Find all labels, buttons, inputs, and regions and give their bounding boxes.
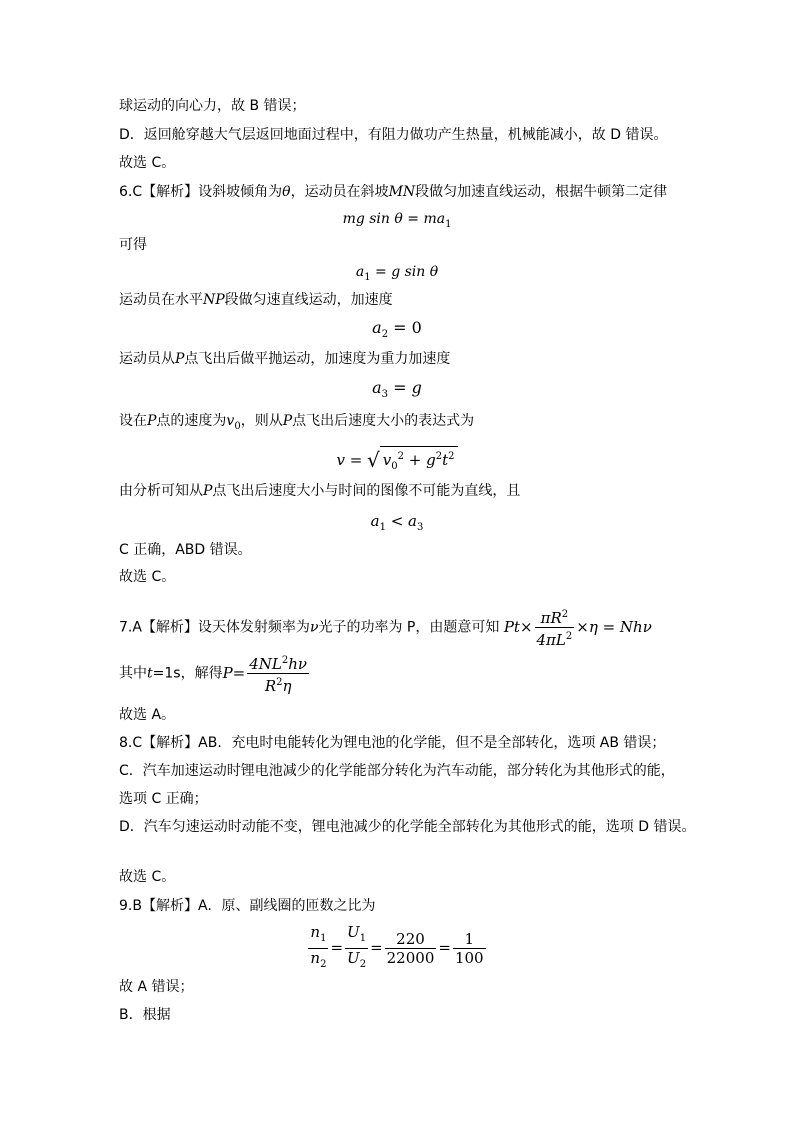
equation-text: a bbox=[372, 378, 382, 397]
subscript: 1 bbox=[445, 218, 452, 230]
math-symbol: θ bbox=[282, 184, 291, 200]
math-symbol: t bbox=[147, 665, 153, 682]
text-line bbox=[119, 153, 175, 173]
subscript: 3 bbox=[381, 389, 389, 401]
denominator: 22000 bbox=[386, 949, 435, 967]
equation-text: 4NL bbox=[249, 655, 282, 673]
numerator: 1 bbox=[453, 930, 486, 949]
text: 故选 C。 bbox=[119, 569, 176, 585]
text: 由分析可知从 bbox=[119, 483, 203, 499]
question-8-line bbox=[119, 733, 665, 753]
sqrt-icon: √ bbox=[367, 448, 380, 472]
equation-text: πR bbox=[540, 609, 562, 627]
math-symbol: v bbox=[226, 413, 235, 429]
text: 点飞出后速度大小与时间的图像不可能为直线，且 bbox=[212, 483, 521, 499]
numerator bbox=[247, 652, 309, 674]
math-symbol: ν bbox=[309, 619, 319, 636]
equation-text: 4πL bbox=[536, 631, 566, 649]
equation-text: U bbox=[347, 923, 360, 941]
fraction bbox=[247, 652, 309, 695]
denominator: 100 bbox=[454, 949, 484, 967]
equation bbox=[0, 209, 794, 235]
question-7-line bbox=[119, 606, 652, 649]
equation bbox=[0, 262, 794, 288]
denominator bbox=[345, 949, 368, 974]
text: 故选 C。 bbox=[119, 869, 176, 885]
subscript: 1 bbox=[320, 933, 327, 944]
equation-text: = bbox=[330, 938, 344, 957]
text: ，运动员在斜坡 bbox=[290, 184, 389, 200]
text: 运动员从 bbox=[119, 351, 175, 367]
equation-text: R bbox=[264, 677, 277, 695]
equation-text: = g bbox=[388, 378, 422, 397]
text-line bbox=[119, 652, 311, 695]
text: 段做匀加速直线运动，根据牛顿第二定律 bbox=[415, 184, 668, 200]
superscript: 2 bbox=[276, 677, 283, 688]
equation-text: P= bbox=[222, 663, 246, 682]
fraction bbox=[308, 923, 328, 974]
numerator bbox=[308, 923, 328, 949]
text-line bbox=[119, 540, 252, 560]
equation-text: = 0 bbox=[388, 318, 422, 337]
text-line bbox=[119, 411, 474, 437]
subscript: 1 bbox=[379, 522, 386, 533]
text: 7.A【解析】设天体发射频率为 bbox=[119, 619, 310, 636]
text: =1s，解得 bbox=[152, 665, 223, 682]
text-line bbox=[119, 761, 675, 781]
subscript: 2 bbox=[381, 329, 389, 341]
text: 其中 bbox=[119, 665, 147, 682]
equation-text: mg sin θ = ma bbox=[342, 211, 446, 227]
text-line bbox=[119, 235, 147, 255]
text: ，则从 bbox=[240, 413, 283, 429]
text-line bbox=[119, 125, 667, 145]
fraction bbox=[453, 930, 486, 967]
text-line bbox=[119, 567, 175, 587]
equation-text: < a bbox=[385, 512, 417, 530]
math-symbol: P bbox=[147, 413, 157, 429]
text: 故 A 错误； bbox=[119, 979, 194, 995]
text: C．汽车加速运动时锂电池减少的化学能部分转化为汽车动能，部分转化为其他形式的能， bbox=[119, 763, 675, 779]
text: 故选 A。 bbox=[119, 707, 176, 723]
equation-text: n bbox=[310, 923, 321, 941]
denominator bbox=[535, 628, 575, 649]
fraction bbox=[535, 606, 575, 649]
equation bbox=[0, 318, 794, 345]
equation-text: t bbox=[442, 451, 449, 469]
text: 点飞出后速度大小的表达式为 bbox=[292, 413, 475, 429]
equation bbox=[0, 378, 794, 405]
text: D．汽车匀速运动时动能不变，锂电池减少的化学能全部转化为其他形式的能，选项 D 错误。 bbox=[119, 819, 696, 835]
text: 6.C【解析】设斜坡倾角为 bbox=[119, 184, 283, 200]
math-symbol: P bbox=[282, 413, 293, 429]
math-symbol: MN bbox=[388, 184, 416, 200]
equation-text: U bbox=[347, 949, 360, 967]
equation bbox=[0, 923, 794, 974]
text-line bbox=[119, 867, 175, 887]
text: 可得 bbox=[119, 237, 147, 253]
subscript: 0 bbox=[391, 461, 398, 472]
subscript: 2 bbox=[320, 959, 327, 970]
text: 设在 bbox=[119, 413, 147, 429]
subscript: 3 bbox=[417, 522, 424, 533]
text: 点飞出后做平抛运动，加速度为重力加速度 bbox=[184, 351, 451, 367]
text: 9.B【解析】A．原、副线圈的匝数之比为 bbox=[119, 898, 376, 914]
text-line bbox=[119, 290, 393, 310]
equation-text: v = bbox=[336, 451, 368, 469]
text: 选项 C 正确； bbox=[119, 791, 208, 807]
equation-text: × bbox=[519, 617, 533, 636]
equation-text: a bbox=[370, 512, 380, 530]
text-line bbox=[119, 789, 208, 809]
text-line bbox=[119, 96, 306, 116]
fraction bbox=[345, 923, 368, 974]
text: C 正确，ABD 错误。 bbox=[119, 542, 252, 558]
equation-text: hν bbox=[288, 655, 308, 673]
text-line bbox=[119, 817, 695, 837]
equation-text: η bbox=[282, 677, 292, 695]
equation bbox=[0, 446, 794, 477]
superscript: 2 bbox=[281, 655, 289, 666]
text: 故选 C。 bbox=[119, 155, 176, 171]
equation-text: = bbox=[370, 938, 383, 957]
equation bbox=[222, 655, 311, 695]
equation-text: v bbox=[382, 451, 392, 469]
text: 8.C【解析】AB．充电时电能转化为锂电池的化学能，但不是全部转化，选项 AB 错误； bbox=[119, 735, 666, 751]
subscript: 1 bbox=[364, 271, 371, 283]
equation-text: = g sin θ bbox=[370, 264, 439, 280]
math-symbol: P bbox=[175, 351, 185, 367]
equation bbox=[0, 511, 794, 538]
denominator bbox=[247, 674, 309, 695]
text: 球运动的向心力，故 B 错误； bbox=[119, 98, 306, 114]
superscript: 2 bbox=[561, 609, 569, 620]
text: 段做匀速直线运动，加速度 bbox=[224, 292, 393, 308]
subscript: 1 bbox=[359, 933, 367, 944]
equation-text: = bbox=[438, 938, 451, 957]
equation-text: n bbox=[310, 949, 321, 967]
denominator bbox=[308, 949, 328, 974]
text-line bbox=[119, 977, 193, 997]
question-6-line bbox=[119, 182, 667, 202]
equation-text: a bbox=[355, 264, 365, 280]
text-line bbox=[119, 705, 175, 725]
math-symbol: P bbox=[203, 483, 213, 499]
subscript: 2 bbox=[359, 959, 367, 970]
text: B．根据 bbox=[119, 1007, 171, 1023]
equation-text: Pt bbox=[503, 617, 520, 636]
superscript: 2 bbox=[397, 451, 405, 462]
subscript: 0 bbox=[234, 420, 241, 432]
numerator bbox=[345, 923, 368, 949]
text-line bbox=[119, 1005, 171, 1025]
equation-text: ×η = Nhν bbox=[576, 617, 652, 636]
equation-text: a bbox=[372, 318, 382, 337]
equation-text: + g bbox=[404, 451, 436, 469]
text: 光子的功率为 P，由题意可知 bbox=[318, 619, 500, 636]
superscript: 2 bbox=[448, 451, 455, 462]
superscript: 2 bbox=[435, 451, 443, 462]
numerator bbox=[535, 606, 575, 628]
math-symbol: NP bbox=[203, 292, 225, 308]
fraction bbox=[385, 930, 437, 967]
sqrt-content bbox=[380, 446, 458, 477]
text: 运动员在水平 bbox=[119, 292, 203, 308]
text-line bbox=[119, 349, 450, 369]
text: 点的速度为 bbox=[156, 413, 227, 429]
text: D．返回舱穿越大气层返回地面过程中，有阻力做功产生热量，机械能减小，故 D 错误。 bbox=[119, 127, 668, 143]
question-9-line bbox=[119, 896, 376, 916]
text-line bbox=[119, 481, 520, 501]
superscript: 2 bbox=[565, 631, 573, 642]
numerator: 220 bbox=[385, 930, 437, 949]
